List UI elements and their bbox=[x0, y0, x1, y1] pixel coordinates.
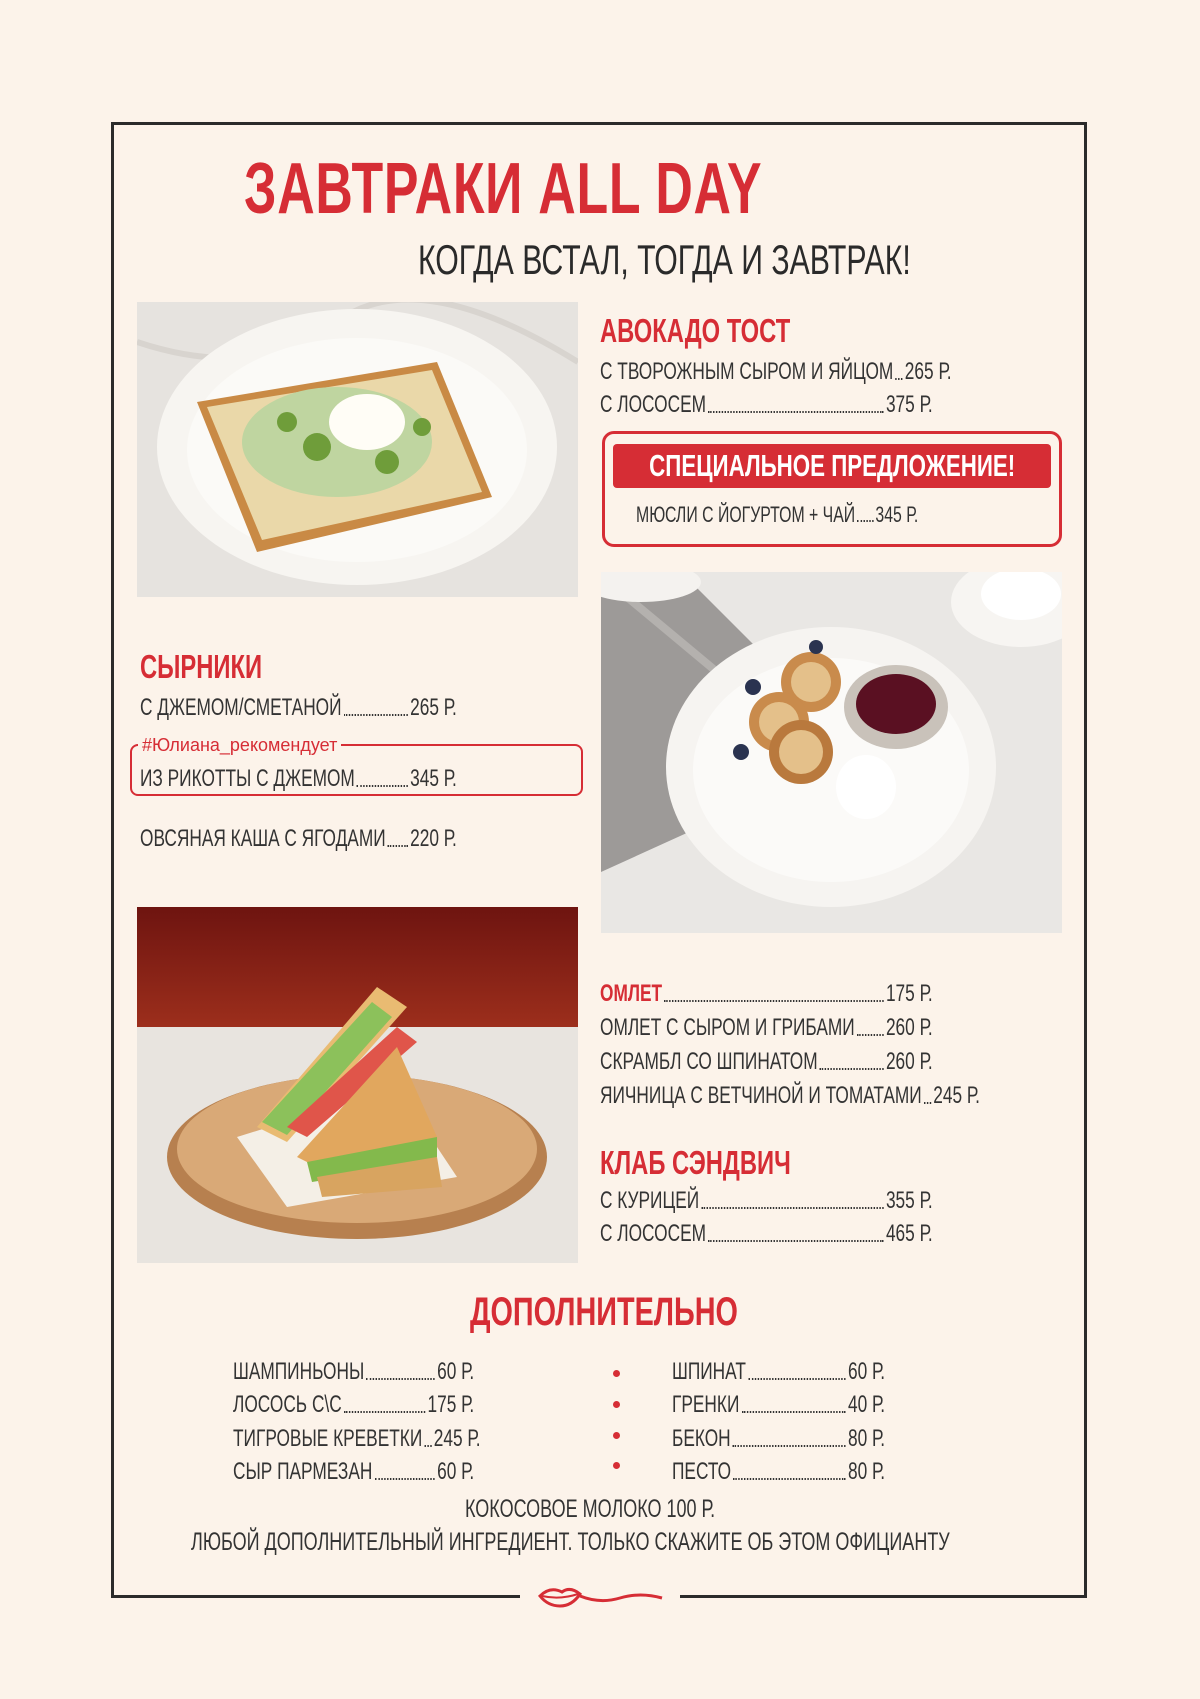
extras-item: ПЕСТО 80 Р. bbox=[672, 1458, 886, 1485]
lips-logo-icon bbox=[530, 1578, 670, 1618]
bullet-dot bbox=[613, 1462, 620, 1469]
coconut-milk-note: КОКОСОВОЕ МОЛОКО 100 Р. bbox=[465, 1495, 716, 1523]
menu-item: С ЛОСОСЕМ 375 Р. bbox=[600, 391, 933, 418]
menu-item: ЯИЧНИЦА С ВЕТЧИНОЙ И ТОМАТАМИ 245 Р. bbox=[600, 1082, 980, 1109]
section-title-club: КЛАБ СЭНДВИЧ bbox=[600, 1144, 791, 1181]
page-title: ЗАВТРАКИ ALL DAY bbox=[244, 149, 763, 229]
special-offer-box bbox=[602, 431, 1062, 547]
menu-item: СКРАМБЛ СО ШПИНАТОМ 260 Р. bbox=[600, 1048, 933, 1075]
menu-item: С ТВОРОЖНЫМ СЫРОМ И ЯЙЦОМ 265 Р. bbox=[600, 358, 952, 385]
club-sandwich-photo bbox=[137, 907, 578, 1263]
section-title-extras: ДОПОЛНИТЕЛЬНО bbox=[470, 1290, 738, 1334]
extras-item: ТИГРОВЫЕ КРЕВЕТКИ 245 Р. bbox=[233, 1425, 481, 1452]
menu-item: С КУРИЦЕЙ 355 Р. bbox=[600, 1187, 933, 1214]
menu-item: ИЗ РИКОТТЫ С ДЖЕМОМ 345 Р. bbox=[140, 765, 457, 792]
bullet-dot bbox=[613, 1401, 620, 1408]
bullet-dot bbox=[613, 1370, 620, 1377]
menu-item: С ЛОСОСЕМ 465 Р. bbox=[600, 1220, 933, 1247]
page-subtitle: КОГДА ВСТАЛ, ТОГДА И ЗАВТРАК! bbox=[418, 236, 911, 283]
menu-item: ОМЛЕТ С СЫРОМ И ГРИБАМИ 260 Р. bbox=[600, 1014, 933, 1041]
menu-item: ОМЛЕТ 175 Р. bbox=[600, 980, 933, 1007]
syrniki-photo bbox=[601, 572, 1062, 933]
menu-item: ОВСЯНАЯ КАША С ЯГОДАМИ 220 Р. bbox=[140, 825, 457, 852]
extras-item: ЛОСОСЬ С\С 175 Р. bbox=[233, 1391, 475, 1418]
bullet-dot bbox=[613, 1432, 620, 1439]
extras-item: ШАМПИНЬОНЫ 60 Р. bbox=[233, 1358, 475, 1385]
extras-item: ГРЕНКИ 40 Р. bbox=[672, 1391, 886, 1418]
extras-item: БЕКОН 80 Р. bbox=[672, 1425, 886, 1452]
extras-footer-note: ЛЮБОЙ ДОПОЛНИТЕЛЬНЫЙ ИНГРЕДИЕНТ. ТОЛЬКО СКАЖИТЕ ОБ ЭТОМ ОФИЦИАНТУ bbox=[191, 1528, 950, 1556]
section-title-syrniki: СЫРНИКИ bbox=[140, 648, 263, 685]
menu-item: С ДЖЕМОМ/СМЕТАНОЙ 265 Р. bbox=[140, 694, 457, 721]
special-offer-item: МЮСЛИ С ЙОГУРТОМ + ЧАЙ 345 Р. bbox=[636, 502, 919, 527]
extras-item: ШПИНАТ 60 Р. bbox=[672, 1358, 886, 1385]
extras-item: СЫР ПАРМЕЗАН 60 Р. bbox=[233, 1458, 475, 1485]
avocado-toast-photo bbox=[137, 302, 578, 597]
special-offer-header: СПЕЦИАЛЬНОЕ ПРЕДЛОЖЕНИЕ! bbox=[613, 444, 1051, 488]
section-title-avocado: АВОКАДО ТОСТ bbox=[600, 312, 791, 349]
recommendation-tag: #Юлиана_рекомендует bbox=[138, 735, 341, 756]
